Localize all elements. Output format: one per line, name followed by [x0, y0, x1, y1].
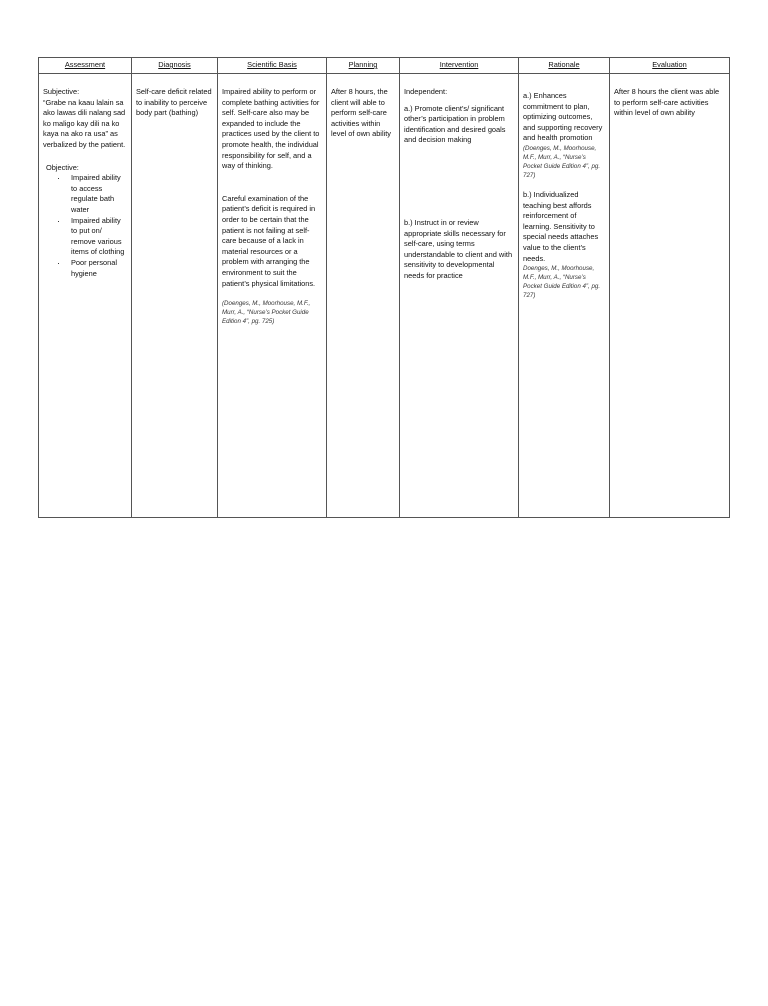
evaluation-text: After 8 hours the client was able to perform self-care activities within level of own ability	[614, 87, 720, 118]
planning-cell	[327, 74, 400, 518]
planning-text: After 8 hours, the client will able to perform self-care activities within level of own ability	[331, 87, 391, 139]
rationale-a-citation: (Doenges, M., Moorhouse, M.F., Murr, A., “Nurse’s Pocket Guide Edition 4”, pg. 727)	[523, 144, 601, 179]
rationale-b: b.) Individualized teaching best affords reinforcement of learning. Sensitivity to special needs attaches value to the client’s needs.	[523, 189, 599, 263]
rationale-b-citation: Doenges, M., Moorhouse, M.F., Murr, A., “Nurse’s Pocket Guide Edition 4”, pg. 727)	[523, 265, 601, 300]
intervention-a: a.) Promote client’s/ significant other’s participation in problem identification and desired goals and decision making	[404, 103, 506, 145]
header-scientific-basis: Scientific Basis	[218, 58, 327, 74]
header-diagnosis: Diagnosis	[132, 58, 218, 74]
rationale-a: a.) Enhances commitment to plan, optimizing outcomes, and supporting recovery and health promotion	[523, 91, 603, 143]
objective-list	[43, 173, 127, 279]
scientific-basis-cell	[218, 74, 327, 518]
objective-item: · Impaired ability to put on/ remove various items of clothing	[57, 216, 127, 258]
intervention-cell	[400, 74, 519, 518]
assessment-cell	[39, 74, 132, 518]
subjective-label: Subjective:	[43, 87, 80, 96]
intervention-label: Independent:	[404, 87, 448, 96]
objective-item: · Impaired ability to access regulate bath water	[57, 173, 127, 215]
scientific-basis-para1: Impaired ability to perform or complete bathing activities for self. Self-care also may be expanded to include the practices used by the client to promote health, the individual responsibility for self, and a way of thinking.	[222, 87, 320, 171]
objective-label: Objective:	[46, 162, 79, 172]
subjective-text: “Grabe na kaau lalain sa ako lawas dili nalang sad ko maligo kay dili na ko kaya na ako ra usa” as verbalized by the patient.	[43, 97, 126, 149]
evaluation-cell	[610, 74, 730, 518]
content-row	[39, 74, 730, 518]
objective-item: · Poor personal hygiene	[57, 258, 127, 279]
header-planning: Planning	[327, 58, 400, 74]
scientific-basis-para2: Careful examination of the patient’s deficit is required in order to be certain that the patient is not failing at self-care because of a lack in material resources or a problem with arranging the environment to suit the patient’s physical limitations.	[222, 193, 316, 288]
rationale-cell	[519, 74, 610, 518]
intervention-b: b.) Instruct in or review appropriate skills necessary for self-care, using terms understandable to client and with sensitivity to developmental needs for practice	[404, 217, 513, 280]
header-rationale: Rationale	[519, 58, 610, 74]
nursing-care-plan-table	[38, 57, 730, 518]
scientific-basis-citation: (Doenges, M., Moorhouse, M.F., Murr, A., “Nurse’s Pocket Guide Edition 4”, pg. 725)	[222, 300, 311, 326]
header-row	[39, 58, 730, 74]
diagnosis-text: Self-care deficit related to inability to perceive body part (bathing)	[136, 87, 212, 118]
header-intervention: Intervention	[400, 58, 519, 74]
header-assessment: Assessment	[39, 58, 132, 74]
header-evaluation: Evaluation	[610, 58, 730, 74]
diagnosis-cell	[132, 74, 218, 518]
